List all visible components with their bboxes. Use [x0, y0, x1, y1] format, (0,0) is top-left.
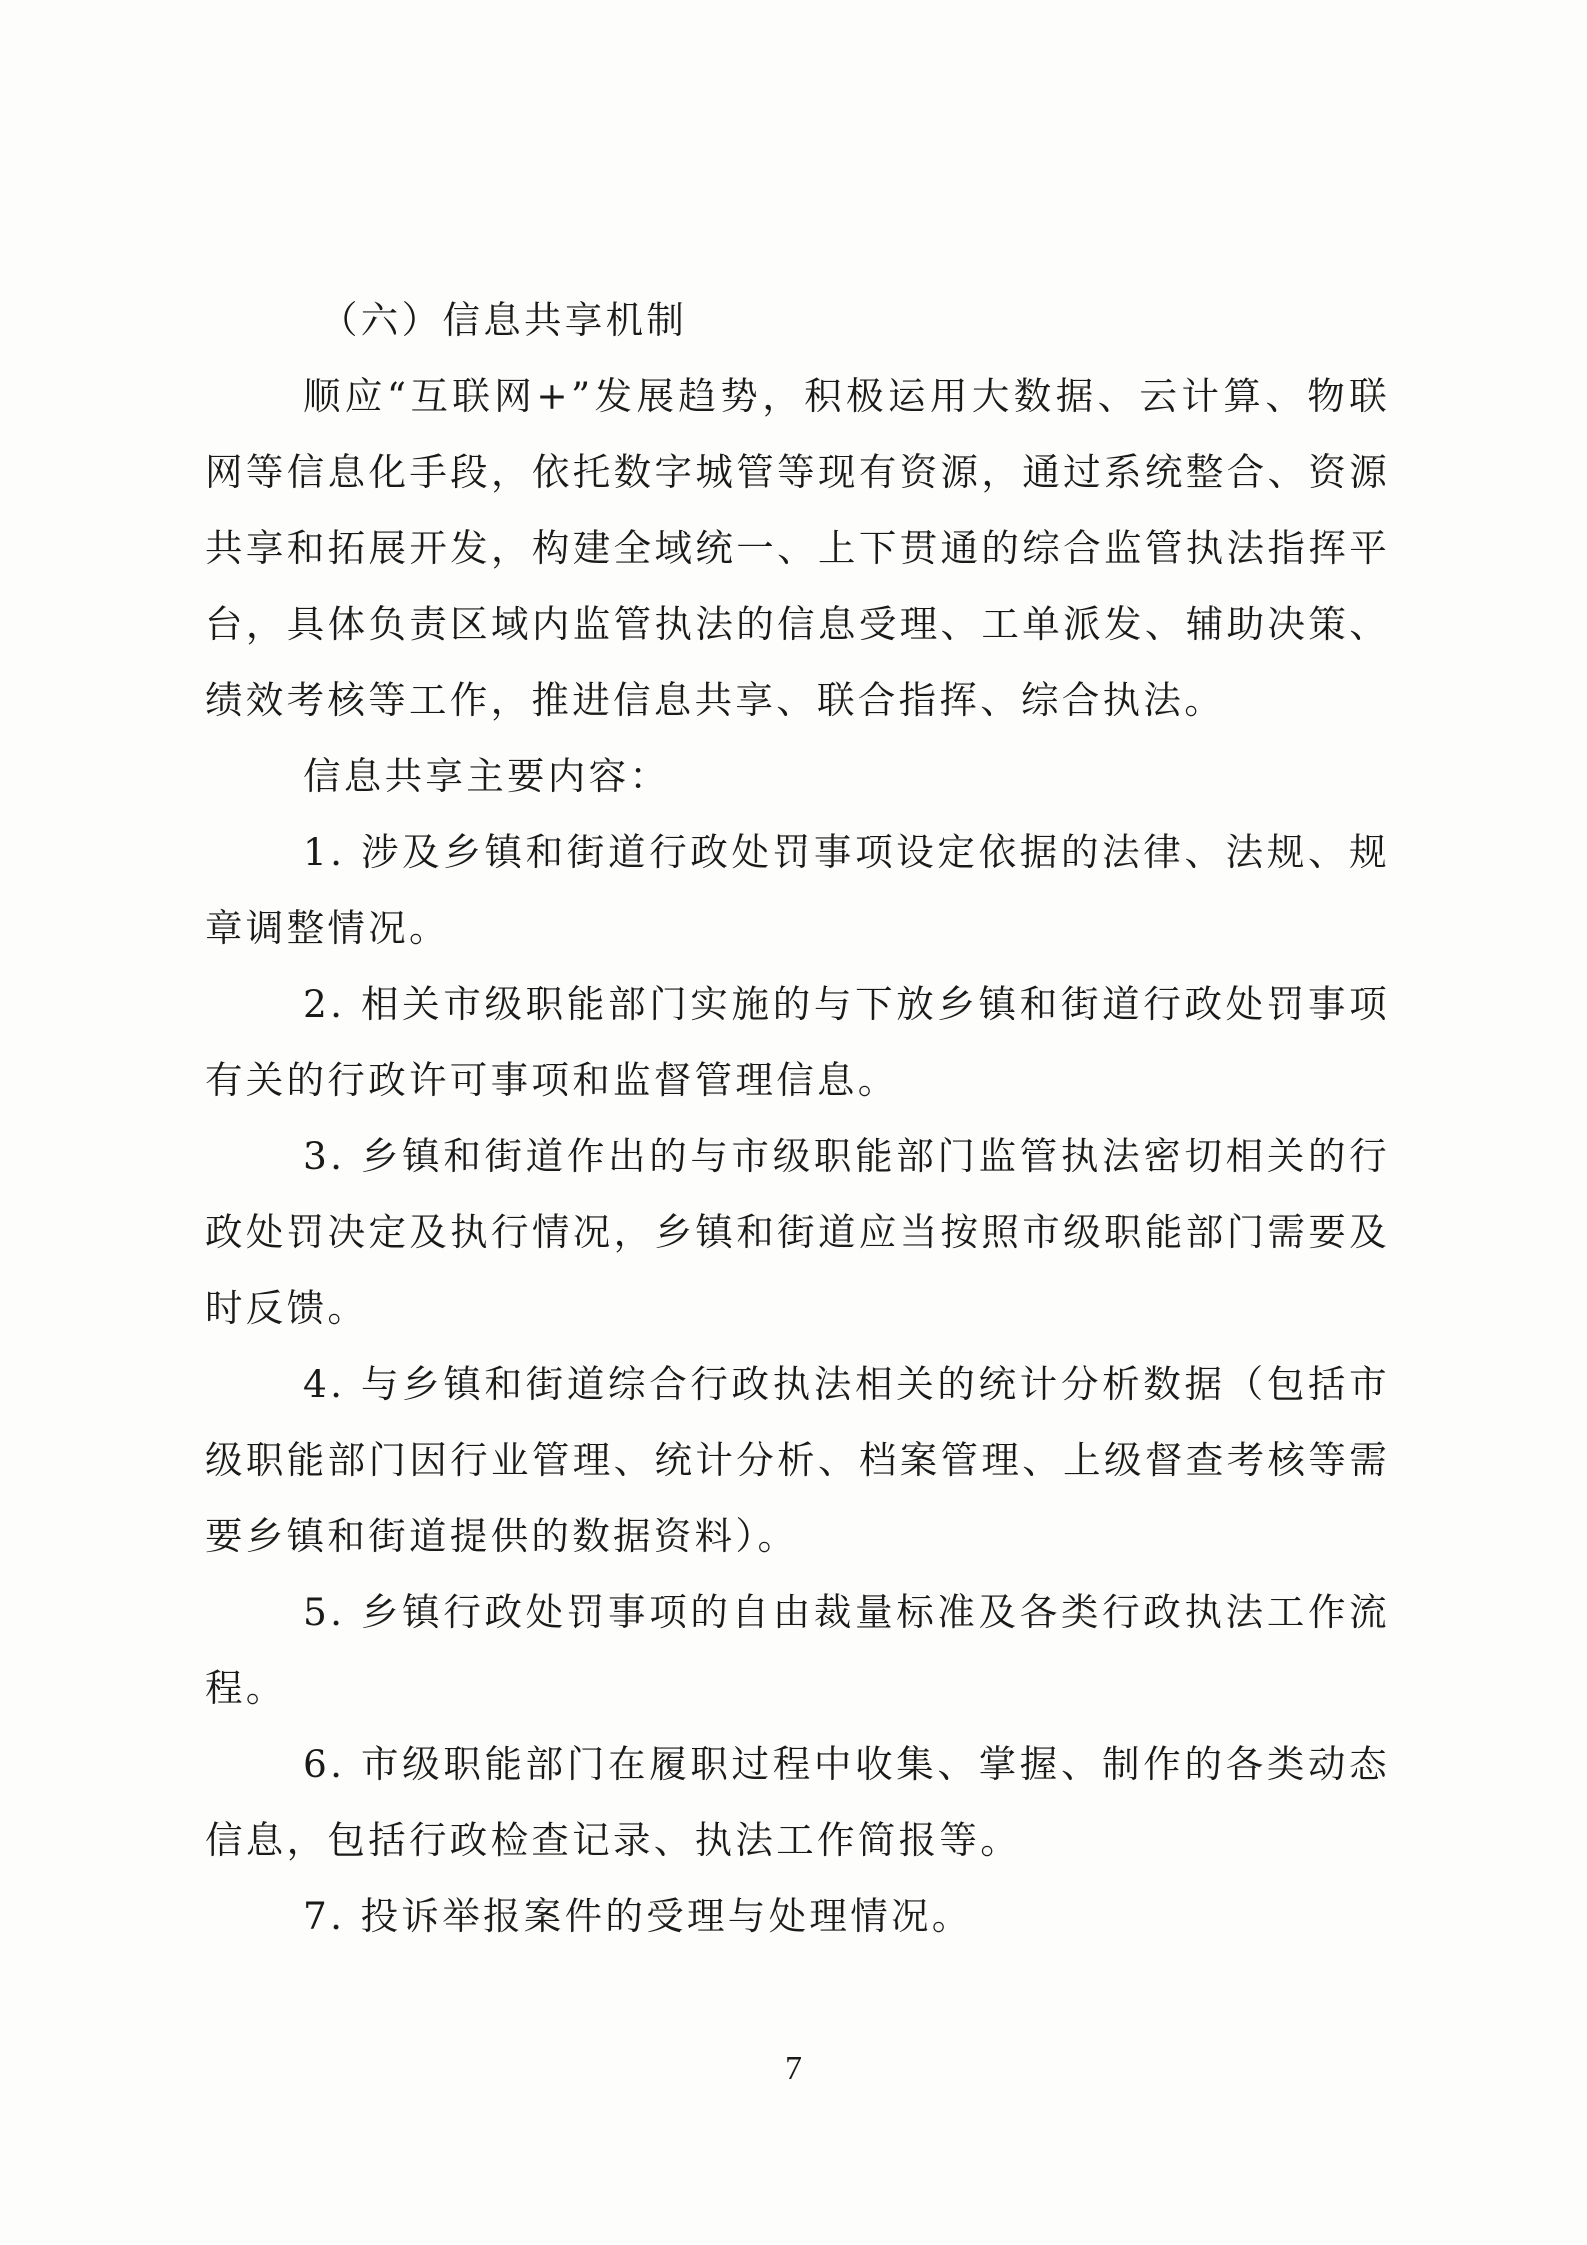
list-item-1: 1. 涉及乡镇和街道行政处罚事项设定依据的法律、法规、规章调整情况。	[205, 830, 1390, 950]
list-item-7: 7. 投诉举报案件的受理与处理情况。	[303, 1894, 973, 1938]
list-item-3: 3. 乡镇和街道作出的与市级职能部门监管执法密切相关的行政处罚决定及执行情况，乡镇和街道应当按照市级职能部门需要及时反馈。	[205, 1134, 1390, 1330]
list-item-2: 2. 相关市级职能部门实施的与下放乡镇和街道行政处罚事项有关的行政许可事项和监督管理信息。	[205, 982, 1390, 1102]
list-item-4: 4. 与乡镇和街道综合行政执法相关的统计分析数据（包括市级职能部门因行业管理、统计分析、档案管理、上级督查考核等需要乡镇和街道提供的数据资料）。	[205, 1362, 1390, 1558]
list-intro: 信息共享主要内容：	[303, 754, 671, 798]
intro-paragraph: 顺应“互联网+”发展趋势，积极运用大数据、云计算、物联网等信息化手段，依托数字城管等现有资源，通过系统整合、资源共享和拓展开发，构建全域统一、上下贯通的综合监管执法指挥平台，具体负责区域内监管执法的信息受理、工单派发、辅助决策、绩效考核等工作，推进信息共享、联合指挥、综合执法。	[205, 374, 1390, 722]
section-heading: （六）信息共享机制	[320, 298, 688, 342]
list-item-6: 6. 市级职能部门在履职过程中收集、掌握、制作的各类动态信息，包括行政检查记录、执法工作简报等。	[205, 1742, 1390, 1862]
document-body	[205, 282, 1390, 1954]
page-number: 7	[785, 2050, 802, 2087]
list-item-5: 5. 乡镇行政处罚事项的自由裁量标准及各类行政执法工作流程。	[205, 1590, 1390, 1710]
